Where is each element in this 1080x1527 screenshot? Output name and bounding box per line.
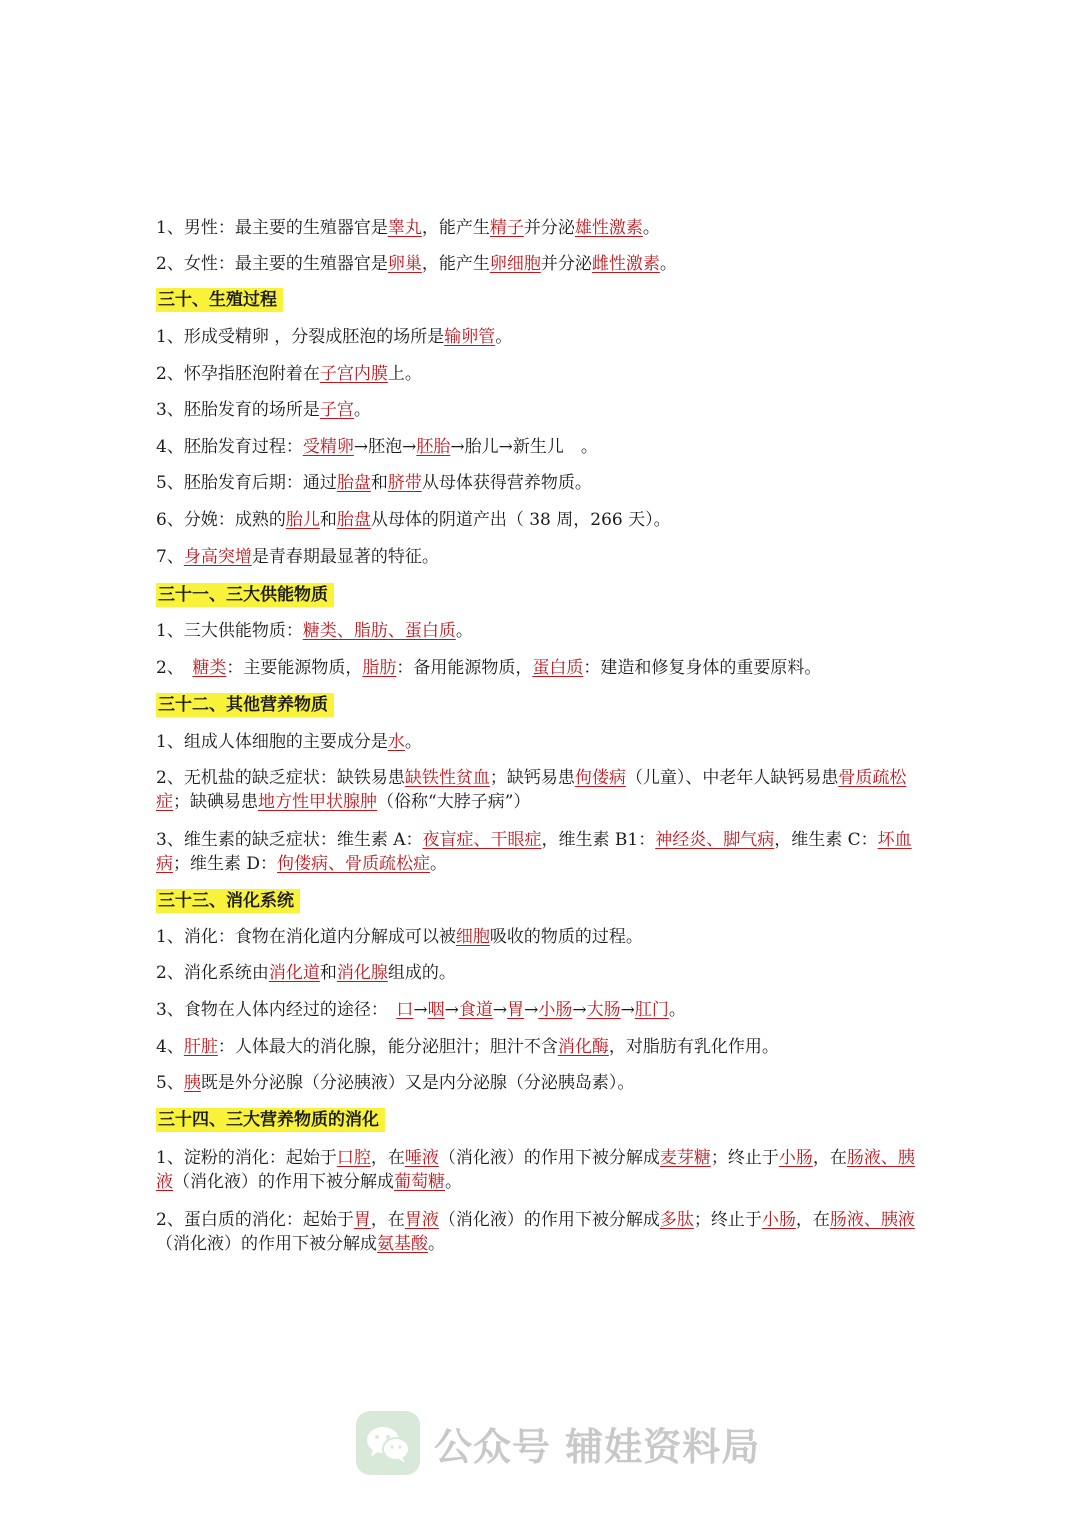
keyword: 地方性甲状腺肿 <box>258 792 377 812</box>
text-segment: ；终止于 <box>710 1148 779 1168</box>
section-heading-31: 三十一、三大供能物质 <box>156 583 334 607</box>
text-segment: 6、分娩：成熟的 <box>156 510 286 530</box>
section-heading-32: 三十二、其他营养物质 <box>156 693 334 717</box>
text-segment: ：主要能源物质， <box>226 658 363 678</box>
text-segment: 从母体的阴道产出（ 38 周，266 天）。 <box>370 510 671 530</box>
s33-line-5 <box>156 1071 926 1095</box>
text-segment: （消化液）的作用下被分解成 <box>156 1234 377 1254</box>
keyword: 胚胎 <box>416 437 451 457</box>
text-segment: → <box>492 1000 508 1020</box>
keyword: 脐带 <box>387 473 422 493</box>
text-segment: 。 <box>659 254 677 274</box>
s33-line-1 <box>156 925 926 949</box>
text-segment: →胚泡→ <box>353 437 417 457</box>
text-segment: 。 <box>455 621 473 641</box>
text-segment: 。 <box>430 854 448 874</box>
text-segment: ，在 <box>370 1210 405 1230</box>
s34-line-2 <box>156 1208 926 1256</box>
s30-line-5 <box>156 471 926 495</box>
keyword: 糖类 <box>192 658 227 678</box>
text-segment: 从母体获得营养物质。 <box>421 473 592 493</box>
keyword: 肛门 <box>634 1000 669 1020</box>
text-segment: （俗称“大脖子病”） <box>377 792 531 812</box>
keyword: 多肽 <box>659 1210 694 1230</box>
watermark <box>356 1408 760 1478</box>
text-segment: 并分泌 <box>540 254 592 274</box>
text-segment: 。 <box>428 1234 445 1254</box>
keyword: 小肠 <box>778 1148 813 1168</box>
text-segment: 4、胚胎发育过程： <box>156 437 303 457</box>
s33-line-2 <box>156 961 926 985</box>
text-segment: （儿童）、中老年人缺钙易患 <box>625 768 839 788</box>
text-segment: →胎儿→新生儿 。 <box>450 437 598 457</box>
keyword: 夜盲症、干眼症 <box>422 830 542 850</box>
text-segment: 2、女性：最主要的生殖器官是 <box>156 254 388 274</box>
text-segment: 是青春期最显著的特征。 <box>251 547 439 567</box>
text-segment: ：备用能源物质， <box>396 658 533 678</box>
keyword: 缺铁性贫血 <box>404 768 490 788</box>
text-segment: 7、 <box>156 547 184 567</box>
s32-line-3 <box>156 828 926 876</box>
text-segment: → <box>524 1000 539 1020</box>
keyword: 坏血病 <box>156 830 912 874</box>
keyword: 佝偻病 <box>574 768 626 788</box>
keyword: 受精卵 <box>302 437 354 457</box>
keyword: 胎盘 <box>336 473 371 493</box>
keyword: 肠液、胰液 <box>829 1210 915 1230</box>
keyword: 氨基酸 <box>377 1234 428 1254</box>
keyword: 口腔 <box>336 1148 371 1168</box>
text-segment: 1、淀粉的消化：起始于 <box>156 1148 337 1168</box>
text-segment: 。 <box>404 732 422 752</box>
text-segment: ；缺碘易患 <box>173 792 258 812</box>
text-segment: 3、胚胎发育的场所是 <box>156 400 320 420</box>
keyword: 输卵管 <box>444 327 496 347</box>
keyword: 肝脏 <box>183 1037 218 1057</box>
keyword: 雌性激素 <box>591 254 660 274</box>
text-segment: ；维生素 D： <box>173 854 278 874</box>
text-segment: 2、消化系统由 <box>156 963 269 983</box>
text-segment: ，维生素 C： <box>774 830 878 850</box>
keyword: 食道 <box>458 1000 493 1020</box>
wechat-icon <box>356 1411 420 1475</box>
text-segment: 组成的。 <box>387 963 456 983</box>
s30-line-3 <box>156 398 926 422</box>
keyword: 细胞 <box>455 927 490 947</box>
text-segment: ；缺钙易患 <box>489 768 575 788</box>
keyword: 神经炎、脚气病 <box>655 830 775 850</box>
text-segment: 吸收的物质的过程。 <box>489 927 643 947</box>
s32-line-2 <box>156 766 926 814</box>
text-segment: 和 <box>319 510 337 530</box>
keyword: 消化酶 <box>557 1037 609 1057</box>
intro-line-1 <box>156 216 926 240</box>
section-heading-30: 三十、生殖过程 <box>156 288 283 312</box>
text-segment: 2、无机盐的缺乏症状：缺铁易患 <box>156 768 405 788</box>
text-segment: ，在 <box>812 1148 847 1168</box>
s30-line-1 <box>156 325 926 349</box>
keyword: 胎盘 <box>336 510 371 530</box>
section-heading-34: 三十四、三大营养物质的消化 <box>156 1108 385 1132</box>
keyword: 子宫内膜 <box>319 364 388 384</box>
keyword: 消化道 <box>268 963 320 983</box>
keyword: 肠液、胰液 <box>156 1148 915 1192</box>
text-segment: 2、 <box>156 658 193 678</box>
keyword: 咽 <box>427 1000 445 1020</box>
text-segment: 并分泌 <box>523 218 575 238</box>
text-segment: 5、胚胎发育后期：通过 <box>156 473 337 493</box>
text-segment: ，在 <box>370 1148 405 1168</box>
s34-line-1 <box>156 1146 926 1194</box>
keyword: 胃 <box>507 1000 525 1020</box>
text-segment: ，在 <box>795 1210 830 1230</box>
text-segment: 。 <box>495 327 513 347</box>
s33-line-4 <box>156 1035 926 1059</box>
keyword: 睾丸 <box>387 218 422 238</box>
keyword: 骨质疏松症 <box>156 768 907 812</box>
text-segment: ：人体最大的消化腺，能分泌胆汁；胆汁不含 <box>217 1037 558 1057</box>
text-segment: 。 <box>353 400 371 420</box>
keyword: 雄性激素 <box>574 218 643 238</box>
keyword: 葡萄糖 <box>394 1172 445 1192</box>
text-segment: 和 <box>319 963 337 983</box>
s31-line-2 <box>156 656 926 680</box>
text-segment: 2、怀孕指胚泡附着在 <box>156 364 320 384</box>
keyword: 胃液 <box>404 1210 439 1230</box>
keyword: 小肠 <box>761 1210 796 1230</box>
text-segment: 1、组成人体细胞的主要成分是 <box>156 732 388 752</box>
keyword: 口 <box>396 1000 414 1020</box>
keyword: 子宫 <box>319 400 354 420</box>
text-segment: 5、 <box>156 1073 184 1093</box>
text-segment: （消化液）的作用下被分解成 <box>438 1210 660 1230</box>
text-segment: 。 <box>642 218 660 238</box>
keyword: 糖类、脂肪、蛋白质 <box>302 621 456 641</box>
keyword: 麦芽糖 <box>659 1148 711 1168</box>
watermark-text: 公众号 辅娃资料局 <box>434 1424 761 1469</box>
text-segment: 。 <box>445 1172 462 1192</box>
keyword: 唾液 <box>404 1148 439 1168</box>
s33-line-3 <box>156 998 926 1022</box>
keyword: 佝偻病、骨质疏松症 <box>277 854 431 874</box>
text-segment: ，维生素 B1： <box>541 830 656 850</box>
text-segment: 3、食物在人体内经过的途径： <box>156 1000 397 1020</box>
text-segment: 3、维生素的缺乏症状：维生素 A： <box>156 830 423 850</box>
text-segment: → <box>444 1000 459 1020</box>
text-segment: → <box>620 1000 635 1020</box>
text-segment: 1、形成受精卵 ，分裂成胚泡的场所是 <box>156 327 445 347</box>
text-segment: 1、男性：最主要的生殖器官是 <box>156 218 388 238</box>
keyword: 精子 <box>489 218 524 238</box>
section-heading-33: 三十三、消化系统 <box>156 889 300 913</box>
keyword: 胃 <box>353 1210 371 1230</box>
keyword: 脂肪 <box>362 658 397 678</box>
keyword: 卵巢 <box>387 254 422 274</box>
s32-line-1 <box>156 730 926 754</box>
keyword: 消化腺 <box>336 963 388 983</box>
text-segment: → <box>413 1000 428 1020</box>
intro-line-2 <box>156 252 926 276</box>
s31-line-1 <box>156 619 926 643</box>
keyword: 小肠 <box>538 1000 573 1020</box>
text-segment: 1、三大供能物质： <box>156 621 303 641</box>
text-segment: 上。 <box>387 364 422 384</box>
text-segment: 既是外分泌腺（分泌胰液）又是内分泌腺（分泌胰岛素）。 <box>200 1073 635 1093</box>
keyword: 大肠 <box>586 1000 621 1020</box>
text-segment: ：建造和修复身体的重要原料。 <box>583 658 822 678</box>
text-segment: ，能产生 <box>421 254 490 274</box>
text-segment: ，能产生 <box>421 218 490 238</box>
s30-line-7 <box>156 545 926 569</box>
keyword: 胎儿 <box>285 510 320 530</box>
text-segment: 和 <box>370 473 388 493</box>
keyword: 蛋白质 <box>532 658 584 678</box>
text-segment: （消化液）的作用下被分解成 <box>438 1148 660 1168</box>
keyword: 卵细胞 <box>489 254 541 274</box>
text-segment: → <box>572 1000 587 1020</box>
s30-line-4 <box>156 435 926 459</box>
keyword: 胰 <box>183 1073 201 1093</box>
keyword: 身高突增 <box>183 547 252 567</box>
text-segment: 4、 <box>156 1037 184 1057</box>
text-segment: 2、蛋白质的消化：起始于 <box>156 1210 354 1230</box>
keyword: 水 <box>387 732 405 752</box>
text-segment: 1、消化：食物在消化道内分解成可以被 <box>156 927 456 947</box>
text-segment: 。 <box>668 1000 686 1020</box>
s30-line-6 <box>156 508 926 532</box>
text-segment: ，对脂肪有乳化作用。 <box>608 1037 779 1057</box>
text-segment: ；终止于 <box>693 1210 762 1230</box>
s30-line-2 <box>156 362 926 386</box>
text-segment: （消化液）的作用下被分解成 <box>173 1172 394 1192</box>
